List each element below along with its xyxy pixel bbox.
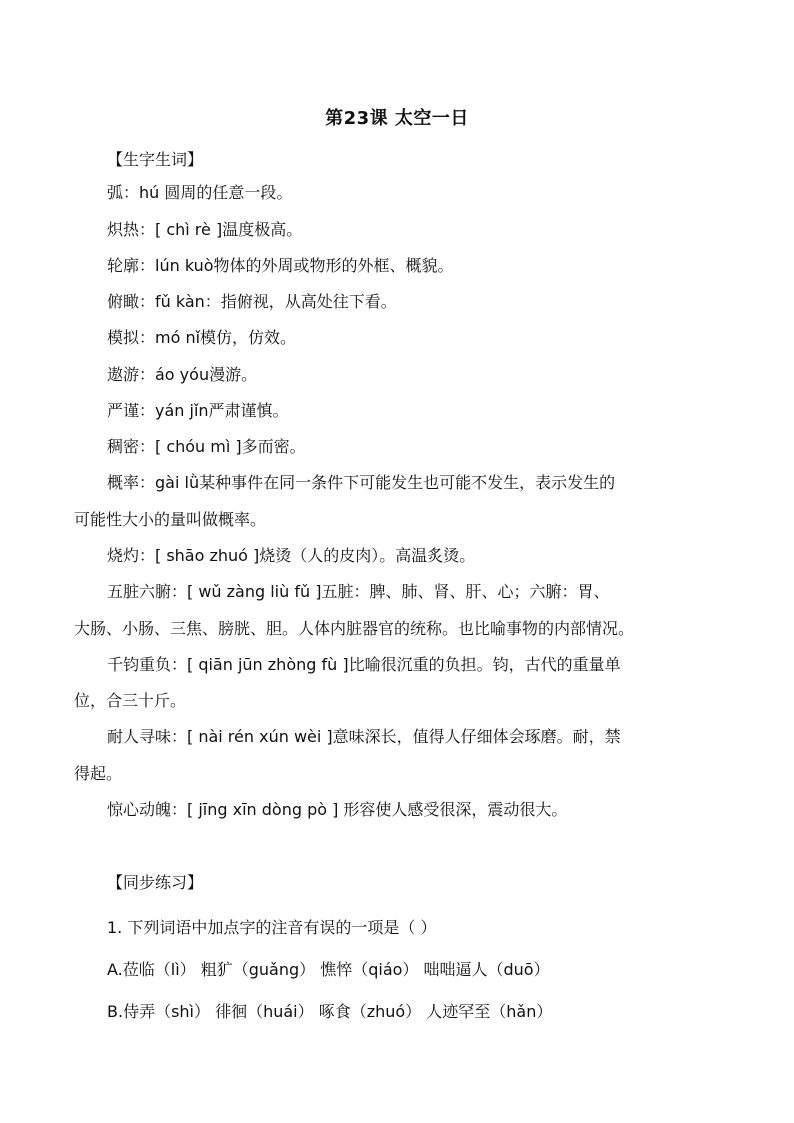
vocab-entry-choumi: 稠密：[ chóu mì ]多而密。 [107,437,306,456]
section-heading-practice: 【同步练习】 [107,873,204,892]
vocab-entry-qianjun-line2: 位，合三十斤。 [74,691,187,710]
vocab-entry-gailv-line2: 可能性大小的量叫做概率。 [74,510,267,529]
vocab-entry-shaozhuo: 烧灼：[ shāo zhuó ]烧烫（人的皮肉）。高温炙烫。 [107,546,476,565]
vocab-entry-fukan: 俯瞰：fǔ kàn：指俯视，从高处往下看。 [107,292,397,311]
vocab-entry-chire: 炽热：[ chì rè ]温度极高。 [107,220,303,239]
vocab-entry-nairen-line1: 耐人寻味：[ nài rén xún wèi ]意味深长，值得人仔细体会琢磨。耐，禁 [107,727,621,746]
vocab-entry-wuzang-line2: 大肠、小肠、三焦、膀胱、胆。人体内脏器官的统称。也比喻事物的内部情况。 [74,619,635,638]
vocab-entry-lunkuo: 轮廓：lún kuò物体的外周或物形的外框、概貌。 [107,256,454,275]
vocab-entry-nairen-line2: 得起。 [74,764,123,783]
vocab-entry-gailv-line1: 概率：gài lǜ某种事件在同一条件下可能发生也可能不发生，表示发生的 [107,473,616,492]
vocab-entry-aoyou: 遨游：áo yóu漫游。 [107,365,258,384]
question-1-option-a: A.莅临（lì） 粗犷（guǎng） 憔悴（qiáo） 咄咄逼人（duō） [107,960,550,979]
vocab-entry-qianjun-line1: 千钧重负：[ qiān jūn zhòng fù ]比喻很沉重的负担。钧，古代的重量单 [107,655,621,674]
section-heading-vocab: 【生字生词】 [107,150,204,169]
vocab-entry-hu: 弧：hú 圆周的任意一段。 [107,183,293,202]
question-1: 1. 下列词语中加点字的注音有误的一项是（ ） [107,918,437,937]
lesson-title: 第23课 太空一日 [325,108,469,129]
vocab-entry-wuzang-line1: 五脏六腑：[ wǔ zàng liù fǔ ]五脏：脾、肺、肾、肝、心；六腑：胃、 [107,582,610,601]
question-1-option-b: B.侍弄（shì） 徘徊（huái） 啄食（zhuó） 人迹罕至（hǎn） [107,1002,553,1021]
vocab-entry-moni: 模拟：mó nǐ模仿，仿效。 [107,328,297,347]
vocab-entry-jingxin: 惊心动魄：[ jīng xīn dòng pò ] 形容使人感受很深，震动很大。 [107,800,568,819]
vocab-entry-yanjin: 严谨：yán jǐn严肃谨慎。 [107,401,289,420]
